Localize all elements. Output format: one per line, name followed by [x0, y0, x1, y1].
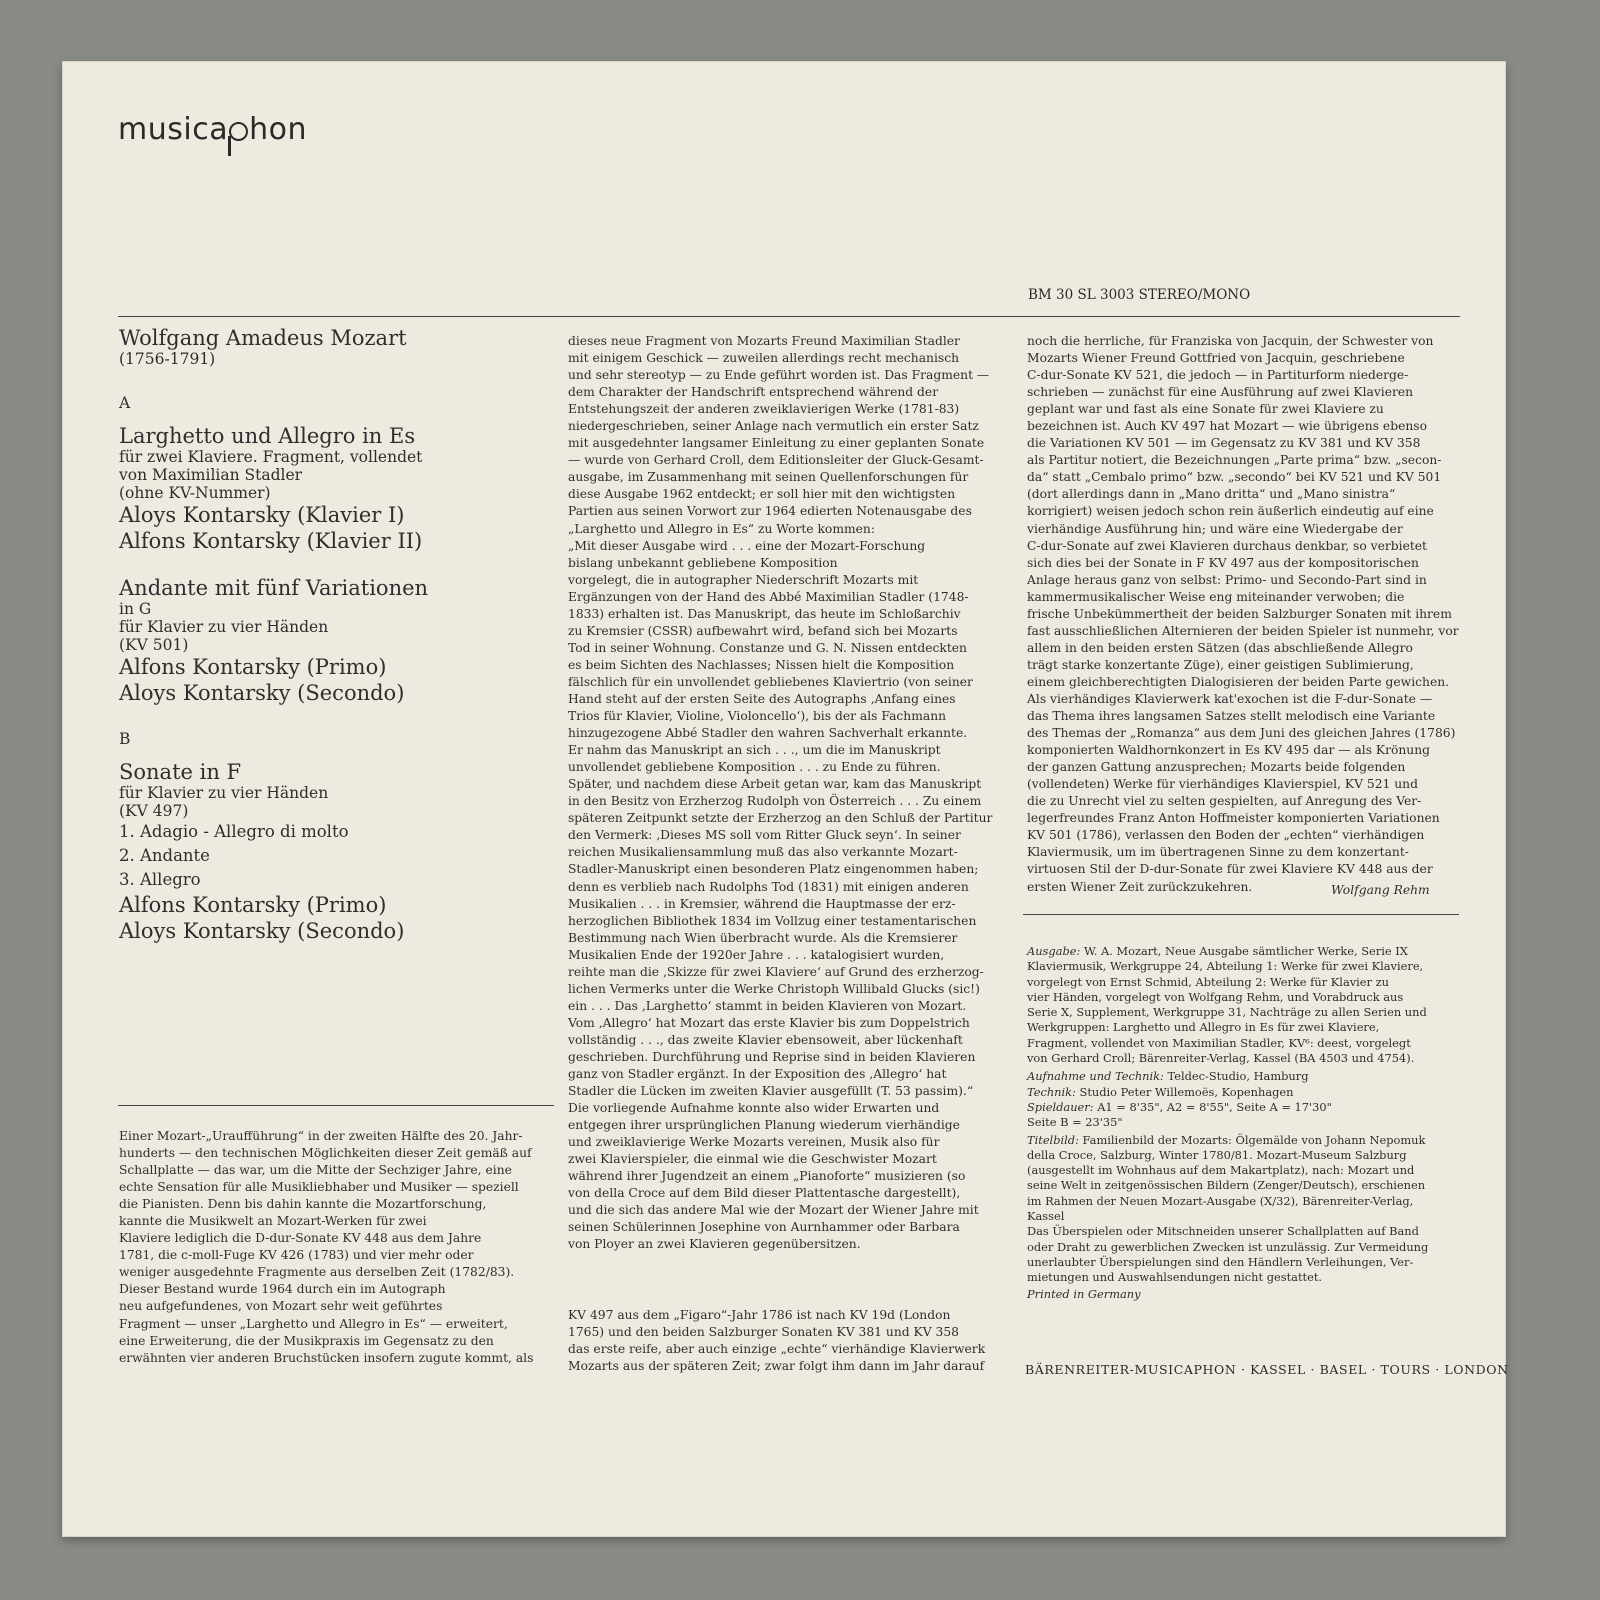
notes-line: während ihrer Jugendzeit an einem „Pianoforte“ musizieren (so: [568, 1169, 966, 1184]
credit-text: vorgelegt von Ernst Schmid, Abteilung 2: Werke für Klavier zu: [1027, 974, 1389, 989]
notes-line: und sehr stereotyp — zu Ende geführt worden ist. Das Fragment —: [568, 368, 990, 383]
work2-line: in G: [119, 600, 152, 618]
note-icon: [229, 122, 248, 141]
notes-line: KV 497 aus dem „Figaro“-Jahr 1786 ist nach KV 19d (London: [568, 1308, 951, 1322]
notes-line: geschrieben. Durchführung und Reprise sind in beiden Klavieren: [568, 1049, 976, 1064]
composer-dates: (1756-1791): [119, 350, 216, 368]
notes-line: „Mit dieser Ausgabe wird . . . eine der Mozart-Forschung: [568, 538, 926, 553]
notes-line: Entstehungszeit der anderen zweiklavierigen Werke (1781-83): [568, 402, 960, 417]
notes-line: reichen Musikaliensammlung muß das also verkannte Mozart-: [568, 845, 958, 860]
notes-line: ausgabe, im Zusammenhang mit seinen Quellenforschungen für: [568, 470, 969, 485]
credit-text: im Rahmen der Neuen Mozart-Ausgabe (X/32), Bärenreiter-Verlag,: [1027, 1193, 1414, 1208]
notes-line: sich dies bei der Sonate in F KV 497 aus der kompositorischen: [1027, 555, 1419, 570]
notes-line: Schallplatte — das war, um die Mitte der Sechziger Jahre, eine: [119, 1163, 512, 1178]
notes-line: da“ statt „Cembalo primo“ bzw. „secondo“ bei KV 521 und KV 501: [1027, 470, 1442, 485]
record-jacket-back: [63, 62, 1509, 1536]
legal-text: oder Draht zu gewerblichen Zwecken ist unzulässig. Zur Vermeidung: [1027, 1239, 1429, 1254]
notes-line: Ergänzungen von der Hand des Abbé Maximilian Stadler (1748-: [568, 589, 969, 604]
movement: 3. Allegro: [119, 870, 201, 889]
notes-line: schrieben — zunächst für eine Ausführung auf zwei Klavieren: [1027, 385, 1414, 400]
notes-line: lichen Vermerks unter die Werke Christoph Willibald Glucks (sic!): [568, 981, 980, 996]
notes-line: den Vermerk: ‚Dieses MS soll vom Ritter Gluck seyn‘. In seiner: [568, 828, 961, 843]
credit-technik: [1027, 1085, 1428, 1100]
credit-text: Fragment, vollendet von Maximilian Stadler, KV⁶: deest, vorgelegt: [1027, 1035, 1411, 1050]
notes-line: noch die herrliche, für Franziska von Jacquin, der Schwester von: [1027, 334, 1434, 348]
credit-text: Seite B = 23'35": [1027, 1115, 1123, 1130]
performer: Aloys Kontarsky (Secondo): [119, 681, 405, 705]
notes-line: allem in den beiden ersten Sätzen (das abschließende Allegro: [1027, 640, 1413, 655]
work3-line: (KV 497): [119, 802, 189, 820]
notes-line: fast ausschließlichen Alternieren der beiden Spieler ist nunmehr, vor: [1027, 623, 1459, 638]
program-column: [119, 326, 559, 944]
notes-line: einem gleichberechtigten Dialogisieren der beiden Parte gewichen.: [1027, 674, 1450, 689]
notes-line: vollständig . . ., das zweite Klavier ebensoweit, aber lückenhaft: [568, 1032, 963, 1047]
notes-line: korrigiert) weisen jedoch schon rein äußerlich eindeutig auf eine: [1027, 504, 1434, 519]
notes-line: Fragment — unser „Larghetto und Allegro in Es“ — erweitert,: [119, 1316, 508, 1331]
notes-line: ersten Wiener Zeit zurückzukehren.: [1027, 879, 1253, 894]
notes-line: vierhändige Ausführung hin; und wäre eine Wiedergabe der: [1027, 521, 1403, 536]
credit-text: della Croce, Salzburg, Winter 1780/81. Mozart-Museum Salzburg: [1027, 1147, 1407, 1162]
logo-text-prefix: musica: [118, 112, 229, 147]
column1-rule: [118, 1105, 554, 1106]
work1-line: für zwei Klaviere. Fragment, vollendet: [119, 448, 423, 466]
notes-line: kannte die Musikwelt an Mozart-Werken für zwei: [119, 1214, 427, 1229]
movement: 2. Andante: [119, 846, 210, 865]
liner-notes-col2b: [568, 1307, 985, 1375]
notes-line: Einer Mozart-„Uraufführung“ in der zweiten Hälfte des 20. Jahr-: [119, 1129, 523, 1143]
notes-line: späteren Zeitpunkt setzte der Erzherzog an den Schluß der Partitur: [568, 811, 993, 826]
legal-text: unerlaubter Überspielungen sind den Händlern Verleihungen, Ver-: [1027, 1254, 1414, 1269]
notes-line: Dieser Bestand wurde 1964 durch ein im Autograph: [119, 1282, 446, 1297]
notes-line: von della Croce auf dem Bild dieser Plattentasche dargestellt),: [568, 1186, 961, 1201]
work3-line: für Klavier zu vier Händen: [119, 784, 329, 802]
credits-rule: [1023, 914, 1459, 915]
credit-text: Klaviermusik, Werkgruppe 24, Abteilung 1: Werke für zwei Klaviere,: [1027, 959, 1424, 974]
composer-name: Wolfgang Amadeus Mozart: [119, 326, 407, 350]
notes-line: mit ausgedehnter langsamer Einleitung zu einer geplanten Sonate: [568, 436, 985, 451]
work2-line: (KV 501): [119, 636, 189, 654]
notes-line: erwähnten vier anderen Bruchstücken insofern zugute kommt, als: [119, 1350, 534, 1365]
movement: 1. Adagio - Allegro di molto: [119, 822, 349, 841]
notes-line: echte Sensation für alle Musikliebhaber und Musiker — speziell: [119, 1180, 519, 1195]
notes-line: des Themas der „Romanza“ aus dem Juni des gleichen Jahres (1786): [1027, 726, 1456, 741]
notes-line: vorgelegt, die in autographer Niederschrift Mozarts mit: [568, 572, 919, 587]
notes-line: Partien aus seinen Vorwort zur 1964 edierten Notenausgabe des: [568, 504, 972, 519]
author-signature: Wolfgang Rehm: [1331, 883, 1430, 897]
notes-line: Klaviere lediglich die D-dur-Sonate KV 448 aus dem Jahre: [119, 1231, 482, 1246]
performer: Alfons Kontarsky (Klavier II): [119, 529, 423, 553]
credit-text: Kassel: [1027, 1209, 1065, 1224]
notes-line: 1781, die c-moll-Fuge KV 426 (1783) und vier mehr oder: [119, 1248, 474, 1263]
notes-line: Bestimmung nach Wien überbracht wurde. Als die Kremsierer: [568, 930, 958, 945]
notes-line: kammermusikalischer Weise eng miteinander verwoben; die: [1027, 589, 1405, 604]
notes-line: Tod in seiner Wohnung. Constanze und G. N. Nissen entdeckten: [568, 640, 967, 655]
credit-label: Ausgabe:: [1027, 944, 1081, 958]
notes-line: Er nahm das Manuskript an sich . . ., um die im Manuskript: [568, 743, 941, 758]
notes-line: die Pianisten. Denn bis dahin kannte die Mozartforschung,: [119, 1197, 487, 1212]
performer: Aloys Kontarsky (Klavier I): [119, 503, 405, 527]
notes-line: Trios für Klavier, Violine, Violoncello‘), bis der als Fachmann: [568, 709, 947, 724]
credit-ausgabe: [1027, 944, 1428, 959]
notes-line: KV 501 (1786), verlassen den Boden der „echten“ vierhändigen: [1027, 828, 1425, 843]
notes-line: legerfreundes Franz Anton Hoffmeister komponierten Variationen: [1027, 811, 1440, 826]
notes-line: 1833) erhalten ist. Das Manuskript, das heute im Schloßarchiv: [568, 606, 961, 621]
notes-line: reihte man die ‚Skizze für zwei Klaviere‘ auf Grund des erzherzog-: [568, 964, 984, 979]
notes-line: Musikalien . . . in Kremsier, während die Hauptmasse der erz-: [568, 896, 956, 911]
legal-text: Das Überspielen oder Mitschneiden unserer Schallplatten auf Band: [1027, 1224, 1419, 1239]
notes-line: (vollendeten) Werke für vierhändiges Klavierspiel, KV 521 und: [1027, 777, 1418, 792]
credit-spieldauer: [1027, 1100, 1428, 1115]
credit-text: W. A. Mozart, Neue Ausgabe sämtlicher Werke, Serie IX: [1080, 944, 1408, 958]
work1-title: Larghetto und Allegro in Es: [119, 424, 416, 448]
notes-line: Mozarts aus der späteren Zeit; zwar folgt ihm dann im Jahr darauf: [568, 1359, 985, 1374]
notes-line: komponierten Waldhornkonzert in Es KV 495 dar — als Krönung: [1027, 743, 1431, 758]
credit-label: Titelbild:: [1027, 1132, 1079, 1147]
musicaphon-logo: [118, 112, 307, 147]
performer: Alfons Kontarsky (Primo): [119, 655, 387, 679]
credit-aufnahme: [1027, 1069, 1428, 1084]
notes-line: herzoglichen Bibliothek 1834 im Vollzug einer testamentarischen: [568, 913, 977, 928]
notes-line: Hand steht auf der ersten Seite des Autographs ‚Anfang eines: [568, 691, 956, 706]
liner-notes-col2: [568, 333, 992, 1254]
logo-text-suffix: hon: [249, 112, 307, 147]
notes-line: von Ployer an zwei Klavieren gegenübersitzen.: [568, 1237, 861, 1252]
notes-line: virtuosen Stil der D-dur-Sonate für zwei Klaviere KV 448 aus der: [1027, 862, 1433, 877]
side-a-label: A: [119, 394, 131, 412]
notes-line: seinen Schülerinnen Josephine von Aurnhammer oder Barbara: [568, 1220, 960, 1235]
notes-line: das erste reife, aber auch einzige „echte“ vierhändige Klavierwerk: [568, 1342, 986, 1357]
credit-label: Aufnahme und Technik:: [1027, 1069, 1164, 1084]
credit-text: Studio Peter Willemoës, Kopenhagen: [1075, 1084, 1294, 1099]
work1-line: (ohne KV-Nummer): [119, 484, 271, 502]
notes-line: niedergeschrieben, seiner Anlage nach vermutlich ein erster Satz: [568, 419, 979, 434]
notes-line: „Larghetto und Allegro in Es“ zu Worte kommen:: [568, 521, 875, 536]
notes-line: das Thema ihres langsamen Satzes stellt melodisch eine Variante: [1027, 709, 1436, 724]
top-rule: [118, 316, 1460, 317]
notes-line: denn es verblieb nach Rudolphs Tod (1831) mit einigen anderen: [568, 879, 969, 894]
notes-line: — wurde von Gerhard Croll, dem Editionsleiter der Gluck-Gesamt-: [568, 453, 984, 468]
notes-line: mit einigem Geschick — zuweilen allerdings recht mechanisch: [568, 351, 960, 366]
notes-line: ganz von Stadler ergänzt. In der Exposition des ‚Allegro‘ hat: [568, 1067, 947, 1082]
notes-line: geplant war und fast als eine Sonate für zwei Klaviere zu: [1027, 402, 1384, 417]
credit-label: Spieldauer:: [1027, 1099, 1094, 1114]
notes-line: Vom ‚Allegro‘ hat Mozart das erste Klavier bis zum Doppelstrich: [568, 1015, 970, 1030]
notes-line: frische Unbekümmertheit der beiden Salzburger Sonaten mit ihrem: [1027, 606, 1452, 621]
work2-title: Andante mit fünf Variationen: [119, 576, 429, 600]
performer: Aloys Kontarsky (Secondo): [119, 919, 405, 943]
notes-line: die zu Unrecht viel zu selten gespielten, auf Anregung des Ver-: [1027, 794, 1422, 809]
side-b-label: B: [119, 730, 131, 748]
credit-text: A1 = 8'35", A2 = 8'55", Seite A = 17'30": [1093, 1099, 1332, 1114]
work1-line: von Maximilian Stadler: [119, 466, 303, 484]
notes-line: die Variationen KV 501 — im Gegensatz zu KV 381 und KV 358: [1027, 436, 1421, 451]
liner-notes-col1: [119, 1128, 533, 1367]
notes-line: Klaviermusik, um im übertragenen Sinne zu dem konzertant-: [1027, 845, 1409, 860]
publisher-footer: BÄRENREITER-MUSICAPHON · KASSEL · BASEL · TOURS · LONDON: [1025, 1362, 1509, 1377]
credit-text: (ausgestellt im Wohnhaus auf dem Makartplatz), nach: Mozart und: [1027, 1163, 1415, 1178]
notes-line: es beim Sichten des Nachlasses; Nissen hielt die Komposition: [568, 657, 955, 672]
credits-block: [1027, 944, 1428, 1302]
credit-text: Teldec-Studio, Hamburg: [1163, 1069, 1309, 1084]
notes-line: zu Kremsier (CSSR) aufbewahrt wird, befand sich bei Mozarts: [568, 623, 958, 638]
notes-line: trägt starke konzertante Züge), einer geistigen Sublimierung,: [1027, 657, 1414, 672]
notes-line: als Partitur notiert, die Bezeichnungen „Parte prima“ bzw. „secon-: [1027, 453, 1442, 468]
notes-line: entgegen ihrer ursprünglichen Planung wiederum vierhändige: [568, 1118, 960, 1133]
notes-line: unvollendet gebliebene Komposition . . . zu Ende zu führen.: [568, 760, 941, 775]
notes-line: bislang unbekannt gebliebene Komposition: [568, 555, 838, 570]
notes-line: Später, und nachdem diese Arbeit getan war, kam das Manuskript: [568, 777, 982, 792]
credit-text: Serie X, Supplement, Werkgruppe 31, Nachträge zu allen Serien und: [1027, 1005, 1427, 1020]
credit-text: Familienbild der Mozarts: Ölgemälde von Johann Nepomuk: [1078, 1132, 1426, 1147]
credit-label: Technik:: [1027, 1084, 1076, 1099]
notes-line: zwei Klavierspieler, die einmal wie die Geschwister Mozart: [568, 1152, 937, 1167]
notes-line: diese Ausgabe 1962 entdeckt; er soll hier mit den wichtigsten: [568, 487, 956, 502]
credit-text: vier Händen, vorgelegt von Wolfgang Rehm, und Vorabdruck aus: [1027, 989, 1404, 1004]
notes-line: Musikalien Ende der 1920er Jahre . . . katalogisiert wurden,: [568, 947, 945, 962]
notes-line: ein . . . Das ‚Larghetto‘ stammt in beiden Klavieren von Mozart.: [568, 998, 967, 1013]
notes-line: hinzugezogene Abbé Stadler den wahren Sachverhalt erkannte.: [568, 726, 968, 741]
notes-line: und die sich das andere Mal wie der Mozart der Wiener Jahre mit: [568, 1203, 979, 1218]
credit-titelbild: [1027, 1133, 1428, 1148]
work3-title: Sonate in F: [119, 760, 242, 784]
liner-notes-col3: [1027, 333, 1459, 896]
credit-text: Werkgruppen: Larghetto und Allegro in Es für zwei Klaviere,: [1027, 1020, 1380, 1035]
printed-in-germany: Printed in Germany: [1027, 1286, 1141, 1301]
notes-line: weniger ausgedehnte Fragmente aus derselben Zeit (1782/83).: [119, 1265, 515, 1280]
notes-line: dem Charakter der Handschrift entsprechend während der: [568, 385, 939, 400]
notes-line: hunderts — den technischen Möglichkeiten dieser Zeit gemäß auf: [119, 1146, 532, 1161]
credit-text: von Gerhard Croll; Bärenreiter-Verlag, Kassel (BA 4503 und 4754).: [1027, 1051, 1415, 1066]
notes-line: neu aufgefundenes, von Mozart sehr weit geführtes: [119, 1299, 443, 1314]
work2-line: für Klavier zu vier Händen: [119, 618, 329, 636]
notes-line: Stadler die Lücken im zweiten Klavier ausgefüllt (T. 53 passim).“: [568, 1084, 974, 1099]
catalog-number: BM 30 SL 3003 STEREO/MONO: [1028, 287, 1251, 303]
notes-line: fälschlich für ein unvollendet gebliebenes Klaviertrio (von seiner: [568, 674, 973, 689]
performer: Alfons Kontarsky (Primo): [119, 893, 387, 917]
credit-text: seine Welt in zeitgenössischen Bildern (Zenger/Deutsch), erschienen: [1027, 1178, 1426, 1193]
notes-line: und zweiklavierige Werke Mozarts vereinen, Musik also für: [568, 1135, 940, 1150]
notes-line: Die vorliegende Aufnahme konnte also wider Erwarten und: [568, 1101, 940, 1116]
notes-line: Mozarts Wiener Freund Gottfried von Jacquin, geschriebene: [1027, 351, 1405, 366]
legal-text: mietungen und Auswahlsendungen nicht gestattet.: [1027, 1270, 1323, 1285]
notes-line: in den Besitz von Erzherzog Rudolph von Österreich . . . Zu einem: [568, 794, 982, 809]
notes-line: Stadler-Manuskript einen besonderen Platz eingenommen haben;: [568, 862, 979, 877]
notes-line: C-dur-Sonate auf zwei Klavieren durchaus denkbar, so verbietet: [1027, 538, 1428, 553]
notes-line: (dort allerdings dann in „Mano dritta“ und „Mano sinistra“: [1027, 487, 1396, 502]
notes-line: eine Erweiterung, die der Musikpraxis im Gegensatz zu den: [119, 1333, 494, 1348]
notes-line: bezeichnen ist. Auch KV 497 hat Mozart — wie übrigens ebenso: [1027, 419, 1427, 434]
notes-line: C-dur-Sonate KV 521, die jedoch — in Partiturform niederge-: [1027, 368, 1409, 383]
notes-line: der ganzen Gattung anzusprechen; Mozarts beide folgenden: [1027, 760, 1406, 775]
notes-line: Anlage heraus ganz von selbst: Primo- und Secondo-Part sind in: [1027, 572, 1427, 587]
notes-line: 1765) und den beiden Salzburger Sonaten KV 381 und KV 358: [568, 1325, 959, 1340]
notes-line: dieses neue Fragment von Mozarts Freund Maximilian Stadler: [568, 334, 960, 348]
notes-line: Als vierhändiges Klavierwerk kat'exochen ist die F-dur-Sonate —: [1027, 691, 1433, 706]
